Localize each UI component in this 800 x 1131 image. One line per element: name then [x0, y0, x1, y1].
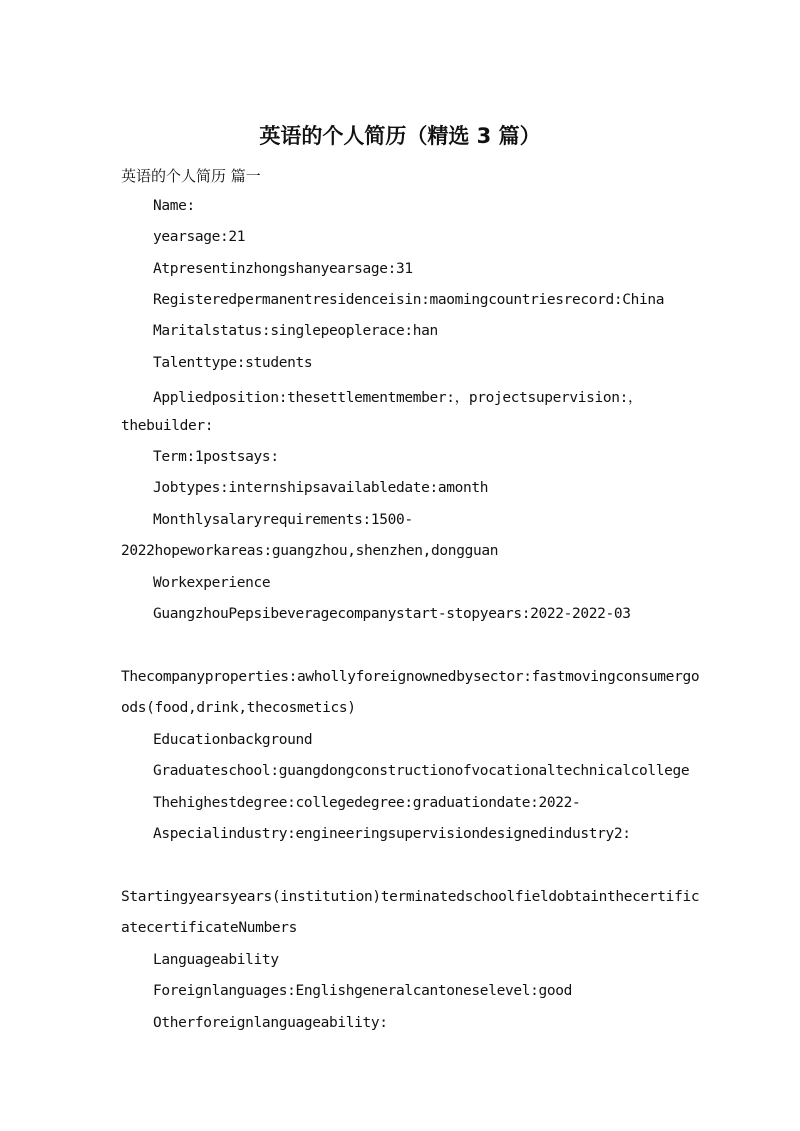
text-line: Foreignlanguages:Englishgeneralcantoneselevel:good [153, 983, 572, 999]
text-line: Startingyearsyears(institution)terminatedschoolfieldobtainthecertific [121, 889, 700, 905]
text-line: Monthlysalaryrequirements:1500- [153, 512, 413, 528]
text-line: thebuilder: [121, 418, 214, 434]
text-line: GuangzhouPepsibeveragecompanystart-stopyears:2022-2022-03 [153, 606, 631, 622]
text-line: Aspecialindustry:engineeringsupervisiondesignedindustry2: [153, 826, 631, 842]
text-line: Maritalstatus:singlepeoplerace:han [153, 323, 438, 339]
document-title: 英语的个人简历（精选 3 篇） [259, 124, 541, 148]
text-line: Term:1postsays: [153, 449, 279, 465]
section-heading: 英语的个人简历 篇一 [121, 167, 261, 185]
text-line: Atpresentinzhongshanyearsage:31 [153, 261, 413, 277]
text-line: atecertificateNumbers [121, 920, 297, 936]
text-line: Graduateschool:guangdongconstructionofvocationaltechnicalcollege [153, 763, 690, 779]
text-line: Thecompanyproperties:awhollyforeignownedbysector:fastmovingconsumergo [121, 669, 700, 685]
text-line: Workexperience [153, 575, 271, 591]
text-line: Jobtypes:internshipsavailabledate:amonth [153, 480, 489, 496]
text-line: Talenttype:students [153, 355, 313, 371]
text-line: Educationbackground [153, 732, 313, 748]
text-line: Name: [153, 198, 195, 214]
text-line: 2022hopeworkareas:guangzhou,shenzhen,dongguan [121, 543, 499, 559]
text-line: Appliedposition:thesettlementmember:，projectsupervision:， [153, 390, 643, 406]
text-line: Otherforeignlanguageability: [153, 1015, 388, 1031]
text-line: Languageability [153, 952, 279, 968]
text-line: Thehighestdegree:collegedegree:graduationdate:2022- [153, 795, 581, 811]
text-line: ods(food,drink,thecosmetics) [121, 700, 356, 716]
text-line: Registeredpermanentresidenceisin:maomingcountriesrecord:China [153, 292, 665, 308]
text-line: yearsage:21 [153, 229, 246, 245]
